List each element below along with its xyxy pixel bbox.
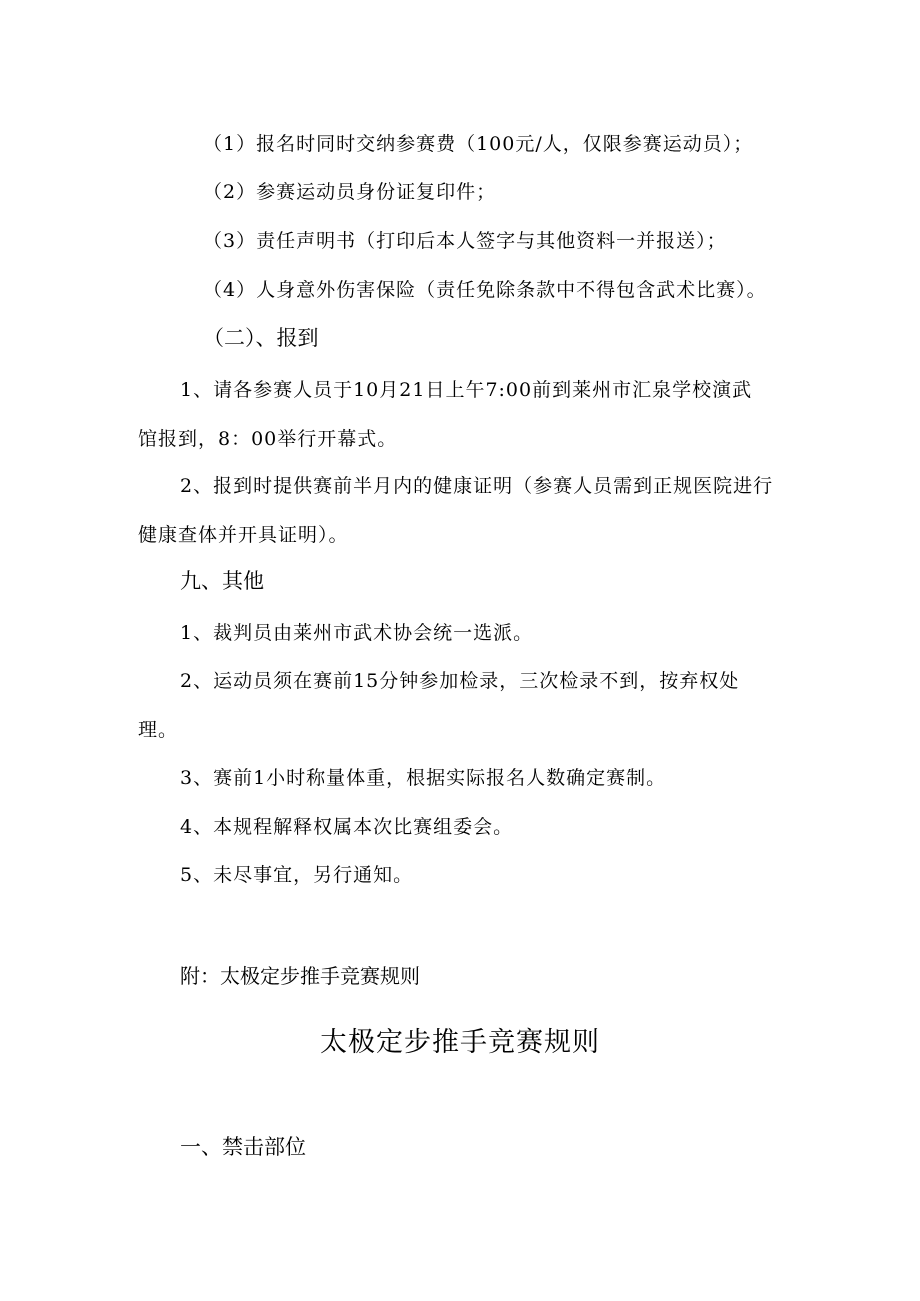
fee-item-1: （1）报名时同时交纳参赛费（100元/人，仅限参赛运动员）； bbox=[203, 133, 754, 155]
appendix-note: 附：太极定步推手竞赛规则 bbox=[180, 964, 420, 988]
fee-item-4: （4）人身意外伤害保险（责任免除条款中不得包含武术比赛）。 bbox=[203, 279, 767, 301]
rules-title: 太极定步推手竞赛规则 bbox=[320, 1027, 600, 1058]
registration-item-2-line-2: 健康查体并开具证明）。 bbox=[138, 524, 349, 546]
other-item-3: 3、赛前1小时称量体重，根据实际报名人数确定赛制。 bbox=[180, 767, 667, 789]
other-item-5: 5、未尽事宜，另行通知。 bbox=[180, 864, 414, 886]
other-item-2-line-2: 理。 bbox=[138, 719, 179, 741]
registration-item-1-line-1: 1、请各参赛人员于10月21日上午7:00前到莱州市汇泉学校演武 bbox=[180, 379, 753, 401]
other-heading: 九、其他 bbox=[180, 569, 264, 593]
fee-item-2: （2）参赛运动员身份证复印件； bbox=[203, 181, 497, 203]
section-1-heading: 一、禁击部位 bbox=[180, 1135, 306, 1159]
fee-item-3: （3）责任声明书（打印后本人签字与其他资料一并报送）； bbox=[203, 230, 727, 252]
registration-item-2-line-1: 2、报到时提供赛前半月内的健康证明（参赛人员需到正规医院进行 bbox=[180, 475, 774, 497]
registration-item-1-line-2: 馆报到，8：00举行开幕式。 bbox=[138, 428, 398, 450]
other-item-4: 4、本规程解释权属本次比赛组委会。 bbox=[180, 816, 514, 838]
other-item-1: 1、裁判员由莱州市武术协会统一选派。 bbox=[180, 622, 534, 644]
registration-heading: （二）、报到 bbox=[203, 326, 319, 350]
other-item-2-line-1: 2、运动员须在赛前15分钟参加检录，三次检录不到，按弃权处 bbox=[180, 670, 740, 692]
